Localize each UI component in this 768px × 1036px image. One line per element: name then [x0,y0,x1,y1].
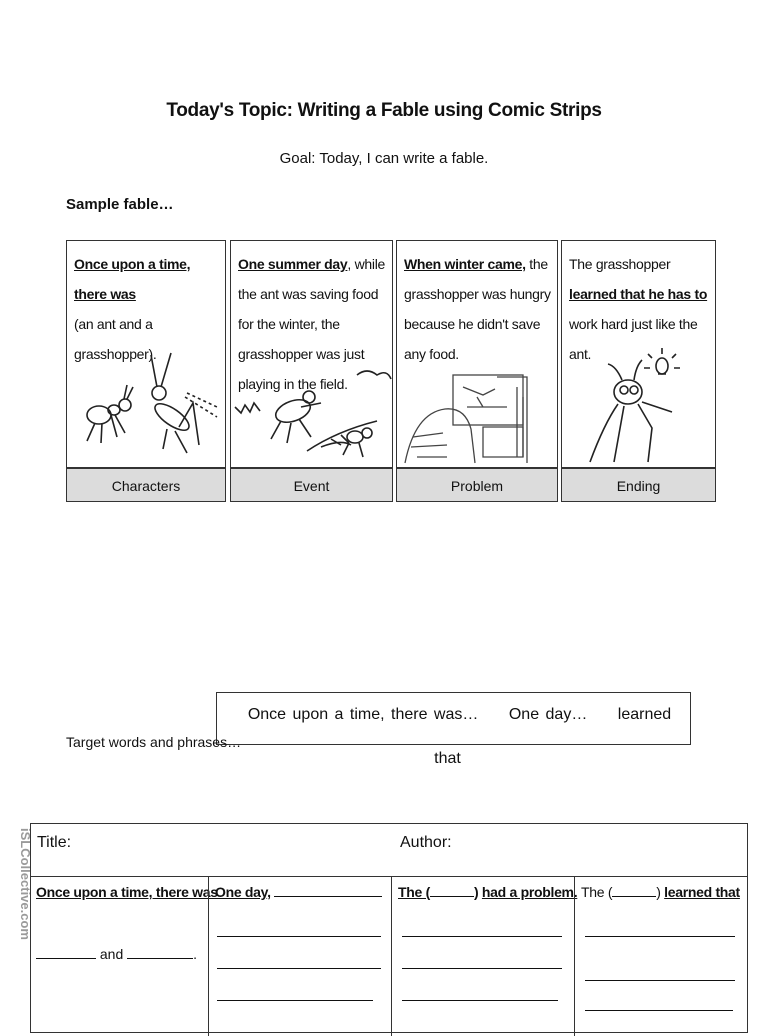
ant-and-grasshopper-illustration [67,337,225,467]
panel-lead-text: One summer day [238,256,348,272]
worksheet-cell-ending [574,876,748,1036]
character-blank-2[interactable] [127,946,193,959]
ant-saving-food-illustration [231,367,392,467]
target-phrase: Once upon a time, there was… [247,706,479,723]
ending-subject-blank[interactable] [612,884,656,897]
writing-line[interactable] [585,980,735,981]
worksheet-cell-problem [391,876,578,1036]
cell-heading [398,884,578,900]
writing-line[interactable] [402,1000,558,1001]
panel-lead-text: learned that he has to [569,286,708,302]
watermark-logo [4,822,33,1012]
target-phrase: One day… [508,706,588,723]
cell-heading: Once upon a time, there was [36,884,218,900]
the-word: The ( [581,884,613,900]
writing-line[interactable] [585,1010,733,1011]
author-label: Author: [400,834,452,851]
writing-line[interactable] [217,1000,373,1001]
characters-blank-line: and . [36,946,197,962]
writing-line[interactable] [217,968,381,969]
goal-statement: Goal: Today, I can write a fable. [279,150,489,167]
had-a-problem-text: had a problem. [481,884,578,900]
one-day-text: One day [215,884,268,900]
writing-line[interactable] [402,936,562,937]
sample-fable-label: Sample fable… [66,196,174,213]
close-paren: ) [656,884,661,900]
panel-body-text: (an ant and a grasshopper). [74,316,157,362]
grasshopper-lightbulb-illustration [562,342,715,467]
hungry-grasshopper-illustration [397,367,557,467]
target-phrases-box [216,692,691,767]
caption-event: Event [230,468,393,502]
comic-panel-problem [396,240,558,468]
panel-lead-text: Once upon a time, there was [74,256,191,302]
panel-body-text: , while the ant was saving food for the winter, the grasshopper was just playing in the field. [238,256,385,392]
learned-that-text: learned that [664,884,740,900]
event-blank-1[interactable] [274,884,382,897]
cell-heading: One day, [215,884,387,900]
caption-characters: Characters [66,468,226,502]
target-words-label: Target words and phrases… [66,734,242,750]
close-paren: ) [473,884,479,900]
worksheet-cell-characters [30,876,218,1036]
and-word: and [99,946,124,962]
caption-problem: Problem [396,468,558,502]
svg-text:iSLCollective.com: iSLCollective.com [18,828,33,940]
comic-panel-event [230,240,393,468]
character-blank-1[interactable] [36,946,96,959]
target-phrase: learned that [434,706,672,767]
caption-ending: Ending [561,468,716,502]
page-title: Today's Topic: Writing a Fable using Comic Strips [166,100,602,121]
writing-line[interactable] [217,936,381,937]
cell-heading [581,884,744,900]
comic-panel-characters [66,240,226,468]
the-word: The ( [398,884,430,900]
problem-subject-blank[interactable] [430,884,474,897]
panel-body-text: work hard just like the ant. [569,316,698,362]
worksheet-cell-event [208,876,391,1036]
writing-line[interactable] [585,936,735,937]
panel-body-text: the grasshopper was hungry because he didn't save any food. [404,256,551,362]
comic-panel-ending [561,240,716,468]
title-label: Title: [37,834,72,851]
writing-line[interactable] [402,968,562,969]
panel-lead-text: When winter came, [404,256,526,272]
panel-intro-text: The grasshopper [569,256,671,272]
